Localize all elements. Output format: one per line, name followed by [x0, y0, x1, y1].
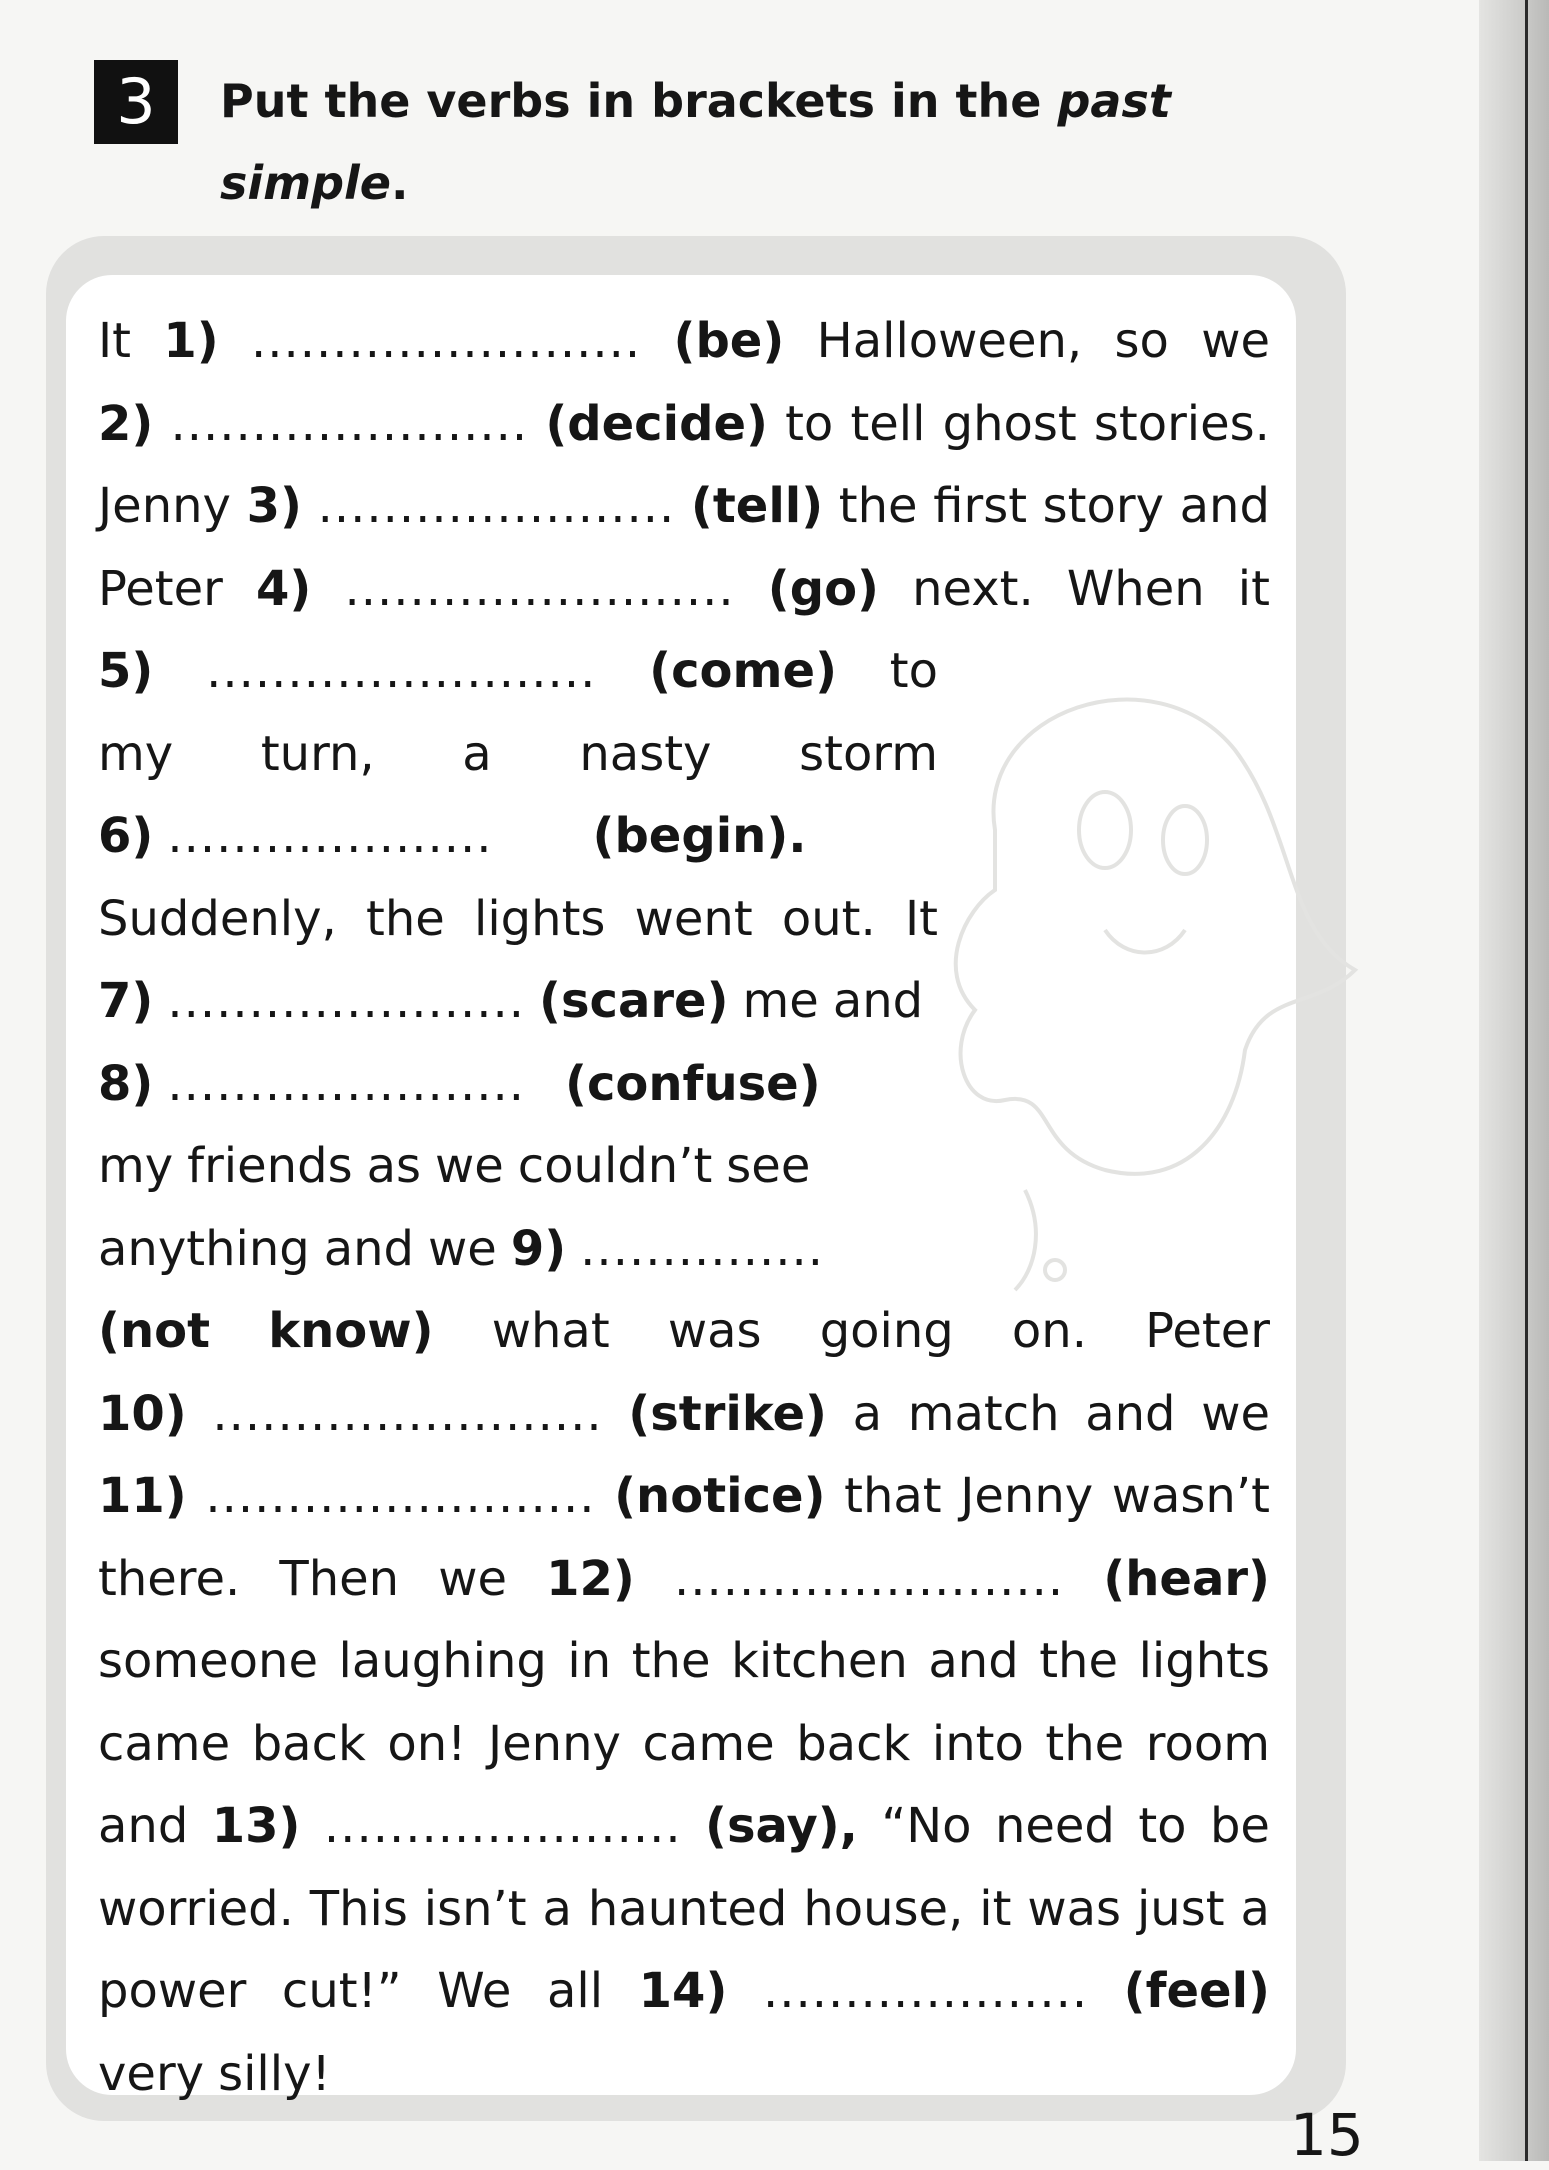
word: and	[832, 973, 924, 1029]
word: see	[726, 1138, 811, 1194]
word: a	[852, 1385, 883, 1442]
word: it	[979, 1880, 1012, 1937]
word: the	[838, 478, 918, 534]
word: Suddenly,	[98, 890, 337, 947]
text-line	[98, 1620, 1270, 1703]
text-line	[98, 713, 938, 796]
answer-blank[interactable]: ......................	[170, 395, 529, 452]
verb-prompt: (say),	[705, 1798, 858, 1854]
answer-blank[interactable]: ......................	[323, 1798, 682, 1854]
text-line	[98, 465, 1270, 548]
gap-number: 5)	[98, 643, 154, 699]
word: we	[1201, 313, 1270, 369]
text-line	[98, 795, 1270, 878]
word: was	[1027, 1880, 1122, 1937]
text-line	[98, 1043, 1270, 1126]
word: house,	[803, 1880, 964, 1937]
word: and	[1179, 478, 1270, 534]
word: first	[933, 478, 1028, 534]
text-line	[98, 1785, 1270, 1868]
answer-blank[interactable]: ........................	[250, 313, 642, 369]
word: into	[931, 1715, 1024, 1772]
word: on!	[387, 1715, 467, 1772]
word: When	[1066, 560, 1205, 617]
word: a	[1240, 1880, 1270, 1937]
verb-prompt: (be)	[673, 313, 785, 369]
word: Peter	[98, 560, 223, 617]
word: wasn’t	[1111, 1468, 1270, 1524]
word: Then	[279, 1550, 400, 1607]
word: going	[819, 1303, 954, 1359]
word: what	[491, 1303, 610, 1359]
answer-blank[interactable]: ........................	[673, 1550, 1065, 1607]
text-line	[98, 1208, 1270, 1291]
exercise-number-badge: 3	[94, 60, 178, 144]
word: couldn’t	[517, 1138, 713, 1194]
word: someone	[98, 1633, 318, 1689]
word: turn,	[260, 725, 375, 782]
verb-prompt: (come)	[649, 643, 837, 699]
gap-number: 11)	[98, 1468, 187, 1524]
answer-blank[interactable]: ......................	[167, 973, 526, 1029]
word: It	[98, 313, 131, 369]
word: there.	[98, 1550, 241, 1607]
gap-number: 3)	[246, 478, 302, 534]
word: cut!”	[281, 1963, 402, 2019]
word: the	[631, 1633, 711, 1689]
word: and	[323, 1220, 415, 1277]
text-line	[98, 1455, 1270, 1538]
verb-prompt: (go)	[767, 560, 879, 617]
word: laughing	[338, 1633, 547, 1689]
word: and	[98, 1798, 189, 1854]
word: tell	[850, 395, 926, 452]
word: Jenny	[487, 1715, 621, 1772]
word: very	[98, 2045, 205, 2102]
answer-blank[interactable]: ....................	[762, 1963, 1089, 2019]
gap-number: 2)	[98, 395, 154, 452]
gap-number: 6)	[98, 808, 154, 864]
text-line	[98, 1290, 1270, 1373]
text-line	[98, 1703, 1270, 1786]
word: me	[742, 973, 819, 1029]
text-line	[98, 1373, 1270, 1456]
word: came	[98, 1715, 231, 1772]
answer-blank[interactable]: ........................	[205, 1468, 596, 1524]
word: went	[634, 890, 753, 947]
word: out.	[781, 890, 876, 947]
gap-number: 1)	[163, 313, 219, 369]
word: We	[437, 1963, 512, 2019]
word: was	[667, 1303, 762, 1359]
word: the	[366, 890, 445, 947]
word: back	[251, 1715, 366, 1772]
gap-number: 10)	[98, 1385, 187, 1442]
verb-prompt: (scare)	[539, 973, 729, 1029]
verb-prompt: (decide)	[545, 395, 768, 452]
word: my	[98, 1138, 174, 1194]
word: on.	[1011, 1303, 1087, 1359]
verb-prompt: know)	[268, 1303, 434, 1359]
word: the	[1045, 1715, 1125, 1772]
word: ghost	[942, 395, 1077, 452]
text-line	[98, 1950, 1270, 2033]
word: room	[1145, 1715, 1270, 1772]
verb-prompt: (not	[98, 1303, 211, 1359]
word: and	[928, 1633, 1019, 1689]
text-line	[98, 960, 1270, 1043]
word: kitchen	[731, 1633, 908, 1689]
word: Jenny	[98, 478, 231, 534]
gap-number: 7)	[98, 973, 154, 1029]
word: as	[366, 1138, 421, 1194]
text-line	[98, 383, 1270, 466]
word: nasty	[579, 725, 712, 782]
page-right-margin	[1479, 0, 1549, 2161]
verb-prompt: (begin).	[592, 808, 807, 864]
word: friends	[187, 1138, 353, 1194]
answer-blank[interactable]: ....................	[167, 808, 493, 864]
word: my	[98, 725, 174, 782]
word: storm	[799, 725, 938, 782]
word: isn’t	[423, 1880, 527, 1937]
gap-number: 8)	[98, 1055, 154, 1112]
word: to	[889, 643, 938, 699]
exercise-text	[98, 300, 1270, 2115]
answer-blank[interactable]: ........................	[212, 1385, 603, 1442]
verb-prompt: (notice)	[614, 1468, 826, 1524]
gap-number: 12)	[546, 1550, 635, 1607]
word: came	[642, 1715, 775, 1772]
text-line	[98, 878, 938, 961]
word: “No	[881, 1798, 972, 1854]
word: This	[309, 1880, 408, 1937]
gap-number: 14)	[638, 1963, 728, 2019]
answer-blank[interactable]: ........................	[206, 643, 597, 699]
verb-prompt: (confuse)	[565, 1055, 821, 1112]
word: story	[1042, 478, 1164, 534]
instruction-tense: past simple	[220, 74, 1171, 210]
gap-number: 9)	[510, 1220, 567, 1277]
instruction-period: .	[390, 156, 409, 210]
text-line	[98, 548, 1270, 631]
word: all	[546, 1963, 604, 2019]
word: Halloween,	[816, 313, 1083, 369]
verb-prompt: (tell)	[690, 478, 824, 534]
word: a	[462, 725, 492, 782]
word: Peter	[1145, 1303, 1270, 1359]
word: we	[435, 1138, 504, 1194]
word: anything	[98, 1220, 310, 1277]
word: in	[567, 1633, 612, 1689]
word: match	[907, 1385, 1060, 1442]
word: to	[785, 395, 834, 452]
word: lights	[474, 890, 606, 947]
word: need	[994, 1798, 1115, 1854]
word: so	[1114, 313, 1169, 369]
word: a	[542, 1880, 572, 1937]
text-line	[98, 1125, 1270, 1208]
page-edge	[1525, 0, 1528, 2161]
word: power	[98, 1963, 247, 2019]
text-line	[98, 2033, 1270, 2116]
verb-prompt: (strike)	[628, 1385, 827, 1442]
word: Jenny	[960, 1468, 1094, 1524]
word: It	[904, 890, 938, 947]
instruction-text: Put the verbs in brackets in the	[220, 74, 1042, 128]
word: we	[428, 1220, 497, 1277]
word: silly!	[218, 2045, 331, 2102]
verb-prompt: (feel)	[1123, 1963, 1270, 2019]
word: to	[1138, 1798, 1187, 1854]
text-line	[98, 630, 938, 713]
word: lights	[1138, 1633, 1270, 1689]
text-line	[98, 300, 1270, 383]
word: just	[1136, 1880, 1225, 1937]
word: be	[1209, 1798, 1270, 1854]
answer-blank[interactable]: ......................	[317, 478, 676, 534]
word: worried.	[98, 1880, 294, 1937]
exercise-instruction	[220, 60, 1200, 224]
word: back	[796, 1715, 911, 1772]
text-line	[98, 1868, 1270, 1951]
gap-number: 4)	[255, 560, 312, 617]
answer-blank[interactable]: ...............	[580, 1220, 825, 1277]
gap-number: 13)	[211, 1798, 301, 1854]
verb-prompt: (hear)	[1103, 1550, 1270, 1607]
page-number: 15	[1290, 2101, 1364, 2169]
answer-blank[interactable]: ........................	[344, 560, 735, 617]
word: it	[1237, 560, 1270, 617]
answer-blank[interactable]: ......................	[167, 1055, 526, 1112]
word: haunted	[587, 1880, 788, 1937]
word: we	[438, 1550, 507, 1607]
word: next.	[912, 560, 1034, 617]
word: that	[844, 1468, 942, 1524]
text-line	[98, 1538, 1270, 1621]
word: stories.	[1093, 395, 1270, 452]
word: the	[1039, 1633, 1119, 1689]
word: and	[1085, 1385, 1176, 1442]
word: we	[1201, 1385, 1270, 1442]
